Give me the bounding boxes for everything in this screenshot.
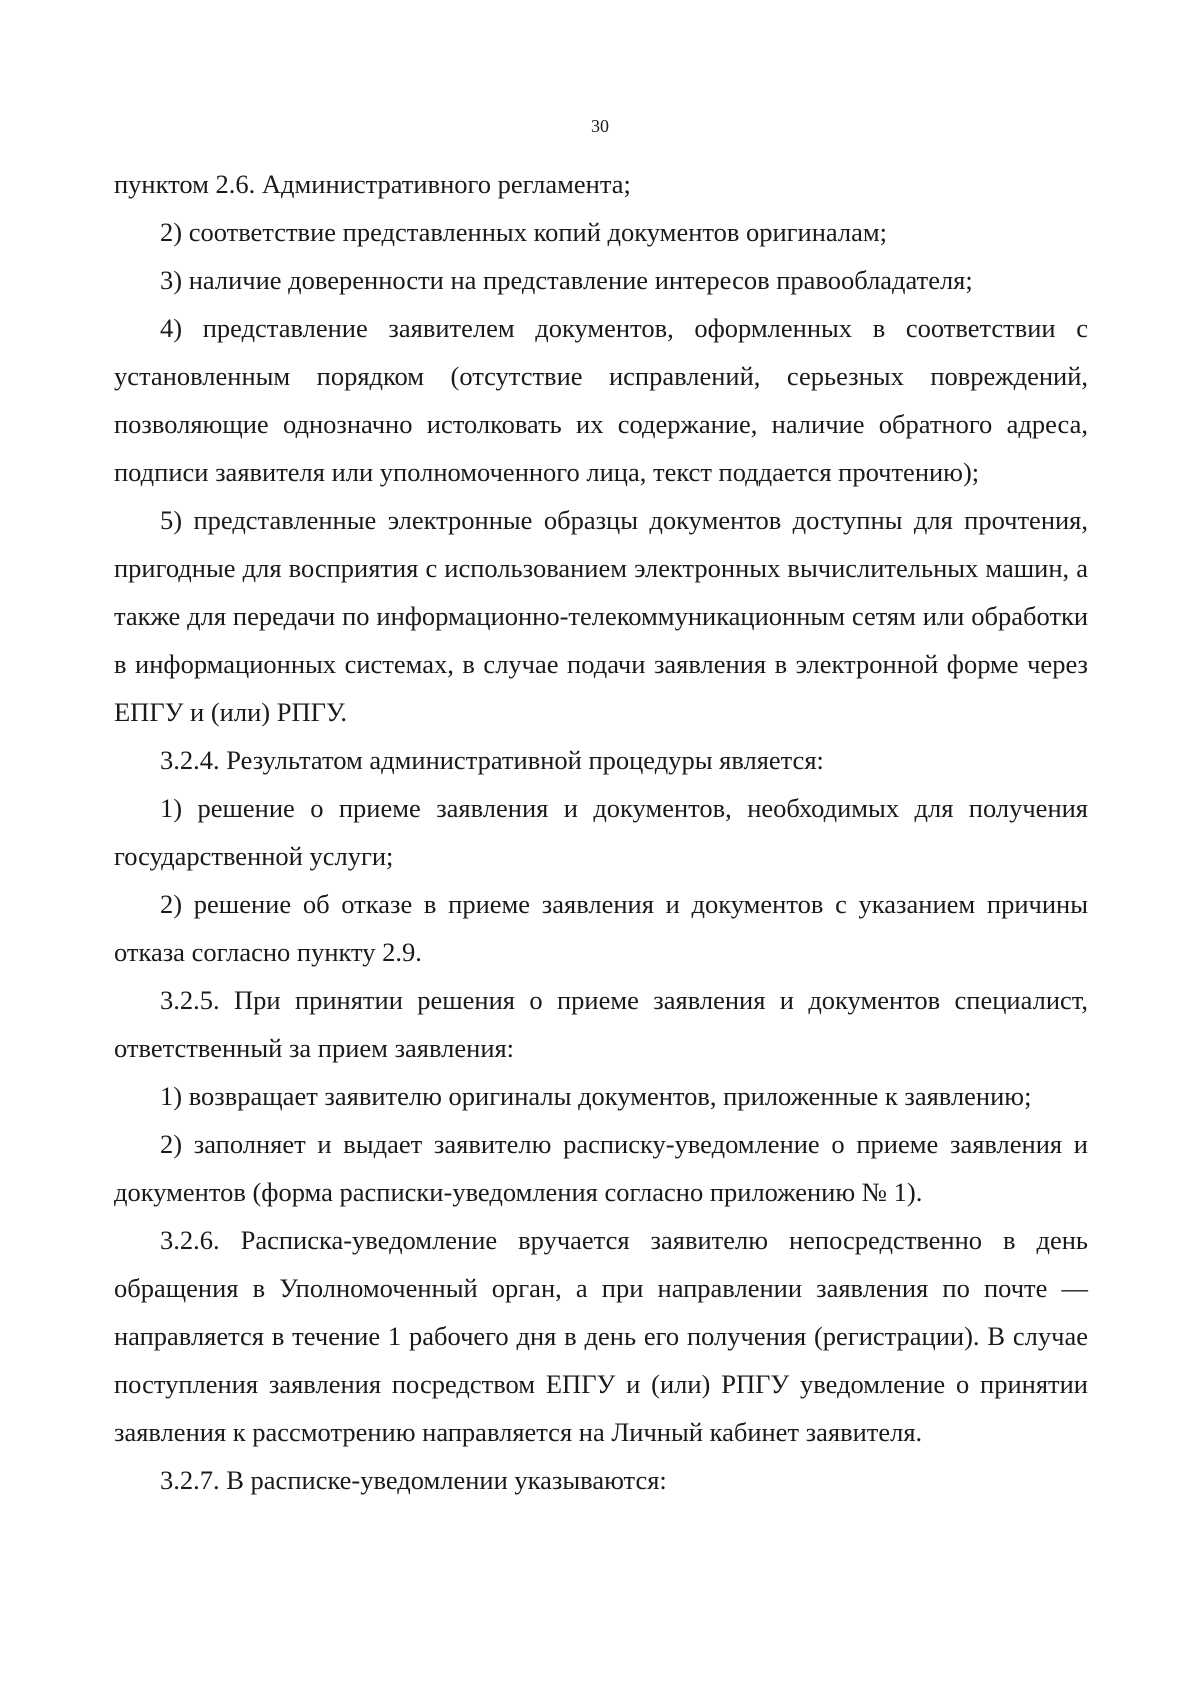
page-number: 30 (591, 116, 609, 136)
paragraph-continuation: пунктом 2.6. Административного регламента; (114, 169, 631, 199)
document-body (114, 160, 1088, 1504)
paragraph-3-2-4: 3.2.4. Результатом административной процедуры является: (160, 745, 824, 775)
paragraph-3-2-7: 3.2.7. В расписке-уведомлении указываются: (160, 1465, 667, 1495)
paragraph-3-2-6: 3.2.6. Расписка-уведомление вручается заявителю непосредственно в день обращения в Уполномоченный орган, а при направлении заявления по почте — направляется в течение 1 рабочего дня в день его получения (регистрации). В случае поступления заявления посредством ЕПГУ и (или) РПГУ уведомление о принятии заявления к рассмотрению направляется на Личный кабинет заявителя. (114, 1225, 1088, 1447)
paragraph-3-2-5: 3.2.5. При принятии решения о приеме заявления и документов специалист, ответственный за прием заявления: (114, 985, 1088, 1063)
paragraph-item-5: 5) представленные электронные образцы документов доступны для прочтения, пригодные для восприятия с использованием электронных вычислительных машин, а также для передачи по информационно-телекоммуникационным сетям или обработки в информационных системах, в случае подачи заявления в электронной форме через ЕПГУ и (или) РПГУ. (114, 505, 1088, 727)
paragraph-3-2-4-item-2: 2) решение об отказе в приеме заявления и документов с указанием причины отказа согласно пункту 2.9. (114, 889, 1088, 967)
paragraph-3-2-5-item-2: 2) заполняет и выдает заявителю расписку-уведомление о приеме заявления и документов (форма расписки-уведомления согласно приложению № 1). (114, 1129, 1088, 1207)
paragraph-3-2-5-item-1: 1) возвращает заявителю оригиналы документов, приложенные к заявлению; (160, 1081, 1032, 1111)
paragraph-item-2: 2) соответствие представленных копий документов оригиналам; (160, 217, 888, 247)
paragraph-item-3: 3) наличие доверенности на представление интересов правообладателя; (160, 265, 973, 295)
paragraph-item-4: 4) представление заявителем документов, оформленных в соответствии с установленным порядком (отсутствие исправлений, серьезных повреждений, позволяющие однозначно истолковать их содержание, наличие обратного адреса, подписи заявителя или уполномоченного лица, текст поддается прочтению); (114, 313, 1088, 487)
paragraph-3-2-4-item-1: 1) решение о приеме заявления и документов, необходимых для получения государственной услуги; (114, 793, 1088, 871)
